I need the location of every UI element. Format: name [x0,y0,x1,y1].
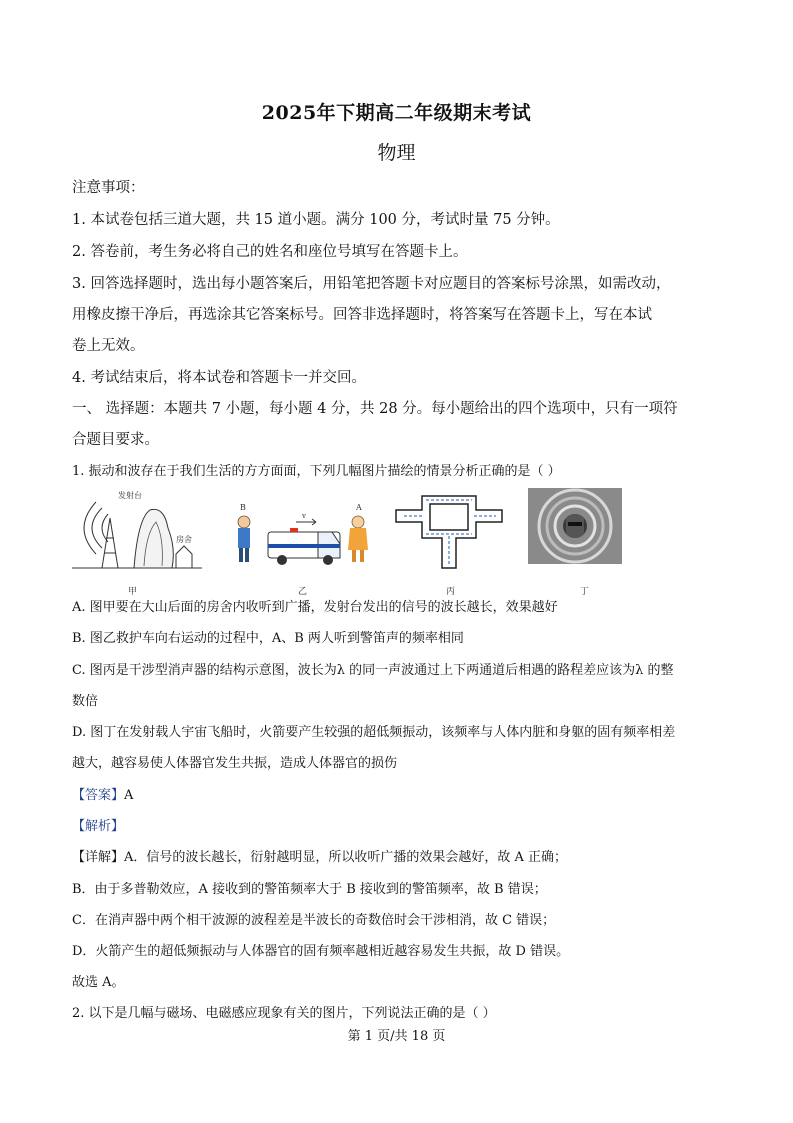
question-1-figures [72,488,632,574]
notice-item-4: 4. 考试结束后，将本试卷和答题卡一并交回。 [72,370,366,386]
detail-line-2: B．由于多普勒效应，A 接收到的警笛频率大于 B 接收到的警笛频率，故 B 错误； [72,882,547,897]
notice-item-3: 3. 回答选择题时，选出每小题答案后，用铅笔把答题卡对应题目的答案标号涂黑，如需改动， [72,276,671,292]
section-heading-cont: 合题目要求。 [72,432,159,448]
answer-tag: 【答案】 [72,788,125,803]
detail-line-4: D．火箭产生的超低频振动与人体器官的固有频率越相近越容易发生共振，故 D 错误。 [72,944,570,959]
question-1-stem: 1. 振动和波存在于我们生活的方方面面，下列几幅图片描绘的情景分析正确的是（ ） [72,464,561,479]
detail-conclusion: 故选 A。 [72,975,125,990]
tower-label: 发射台 [118,491,142,500]
notice-item-3-cont: 用橡皮擦干净后，再选涂其它答案标号。回答非选择题时，将答案写在答题卡上，写在本试 [72,307,652,323]
figure-resonance-photo [528,488,622,564]
subject-title: 物理 [377,142,416,164]
figure-label-ding: 丁 [580,587,590,597]
answer-value: A [124,788,134,803]
velocity-label: v [302,512,306,520]
notice-heading: 注意事项： [72,180,145,196]
option-c-cont: 数倍 [72,694,99,709]
option-c: C. 图丙是干涉型消声器的结构示意图，波长为λ 的同一声波通过上下两通道后相遇的路程差应该为λ 的整 [72,663,674,678]
analysis-line [72,815,732,834]
section-heading: 一、 选择题：本题共 7 小题，每小题 4 分，共 28 分。每小题给出的四个选项中，只有一项符 [72,401,678,417]
notice-item-2: 2. 答卷前，考生务必将自己的姓名和座位号填写在答题卡上。 [72,244,468,260]
figure-muffler [394,488,504,574]
figure-broadcast-tower [72,488,202,574]
detail-line-3: C．在消声器中两个相干波源的波程差是半波长的奇数倍时会干涉相消，故 C 错误； [72,913,556,928]
person-b-label: B [240,503,246,512]
question-2-stem: 2. 以下是几幅与磁场、电磁感应现象有关的图片，下列说法正确的是（ ） [72,1006,496,1021]
figure-label-yi: 乙 [298,587,308,597]
figure-label-bing: 丙 [446,587,456,597]
person-a-label: A [356,503,362,512]
notice-item-1: 1. 本试卷包括三道大题，共 15 道小题。满分 100 分，考试时量 75 分钟。 [72,212,560,228]
answer-line [72,784,732,803]
option-a: A. 图甲要在大山后面的房舍内收听到广播，发射台发出的信号的波长越长，效果越好 [72,600,558,615]
exam-title: 2025年下期高二年级期末考试 [261,102,532,124]
detail-line-1: 【详解】A．信号的波长越长，衍射越明显，所以收听广播的效果会越好，故 A 正确； [72,850,568,865]
analysis-tag: 【解析】 [72,819,125,834]
option-d: D. 图丁在发射载人宇宙飞船时，火箭要产生较强的超低频振动，该频率与人体内脏和身躯的固有频率相差 [72,725,676,740]
page-footer: 第 1 页/共 18 页 [347,1029,446,1044]
figure-ambulance [232,488,382,574]
house-label: 房舍 [176,535,192,544]
notice-item-3-end: 卷上无效。 [72,338,145,354]
option-b: B. 图乙救护车向右运动的过程中，A、B 两人听到警笛声的频率相同 [72,631,464,646]
option-d-cont: 越大，越容易使人体器官发生共振，造成人体器官的损伤 [72,756,398,771]
figure-label-jia: 甲 [128,587,138,597]
